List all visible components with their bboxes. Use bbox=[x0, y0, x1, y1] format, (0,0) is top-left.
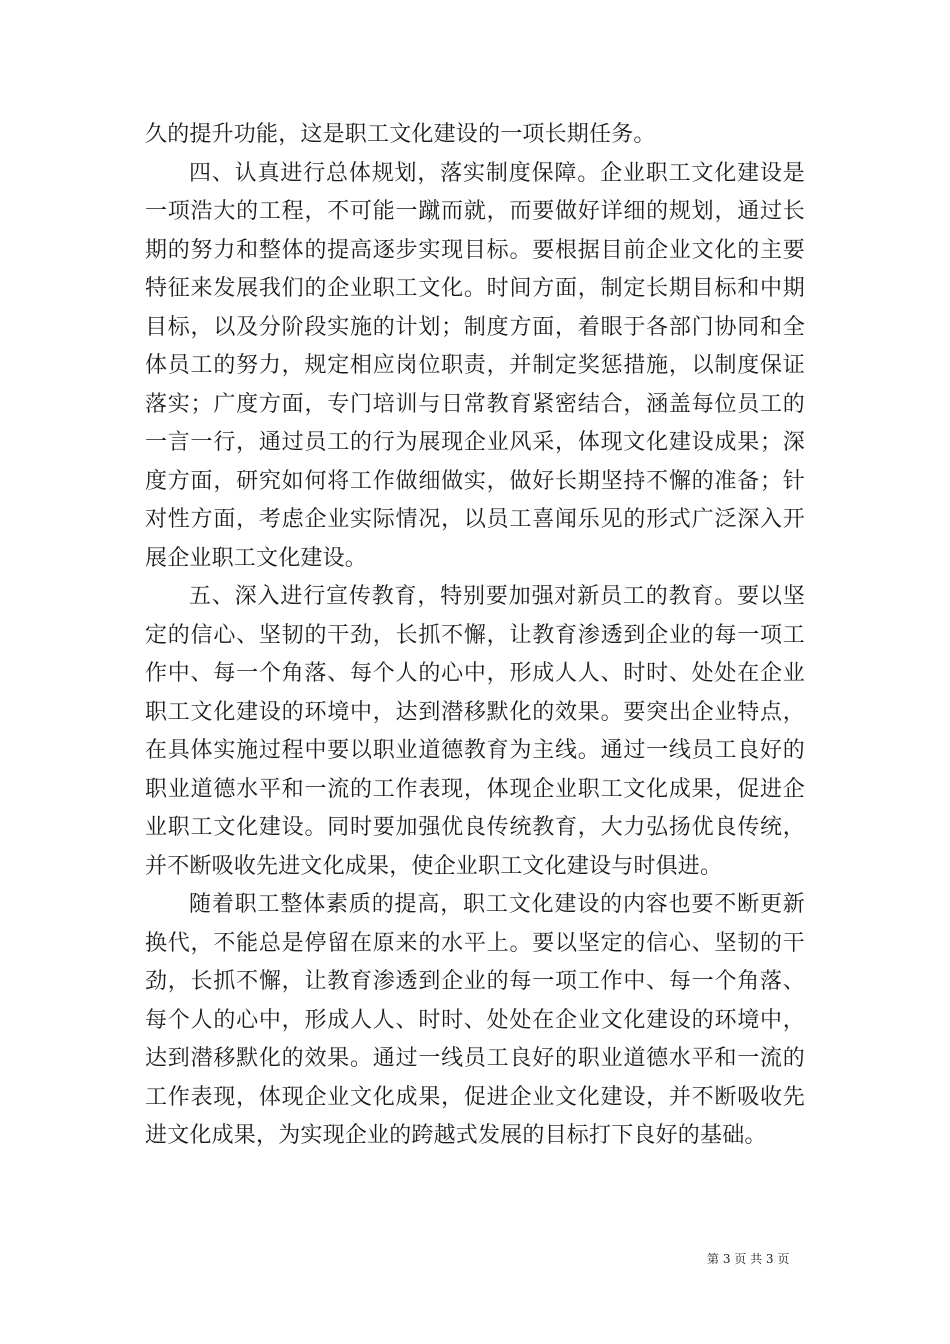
document-body bbox=[145, 116, 805, 1156]
paragraph-conclusion: 随着职工整体素质的提高，职工文化建设的内容也要不断更新换代，不能总是停留在原来的水平上。要以坚定的信心、坚韧的干劲，长抓不懈，让教育渗透到企业的每一项工作中、每一个角落、每个人的心中，形成人人、时时、处处在企业文化建设的环境中，达到潜移默化的效果。通过一线员工良好的职业道德水平和一流的工作表现，体现企业文化成果，促进企业文化建设，并不断吸收先进文化成果，为实现企业的跨越式发展的目标打下良好的基础。 bbox=[145, 892, 805, 1148]
paragraph-continuation: 久的提升功能，这是职工文化建设的一项长期任务。 bbox=[145, 122, 656, 147]
paragraph-section-five: 五、深入进行宣传教育，特别要加强对新员工的教育。要以坚定的信心、坚韧的干劲，长抓不懈，让教育渗透到企业的每一项工作中、每一个角落、每个人的心中，形成人人、时时、处处在企业职工文化建设的环境中，达到潜移默化的效果。要突出企业特点，在具体实施过程中要以职业道德教育为主线。通过一线员工良好的职业道德水平和一流的工作表现，体现企业职工文化成果，促进企业职工文化建设。同时要加强优良传统教育，大力弘扬优良传统，并不断吸收先进文化成果，使企业职工文化建设与时俱进。 bbox=[145, 584, 805, 879]
paragraph-section-four: 四、认真进行总体规划，落实制度保障。企业职工文化建设是一项浩大的工程，不可能一蹴而就，而要做好详细的规划，通过长期的努力和整体的提高逐步实现目标。要根据目前企业文化的主要特征来发展我们的企业职工文化。时间方面，制定长期目标和中期目标，以及分阶段实施的计划；制度方面，着眼于各部门协同和全体员工的努力，规定相应岗位职责，并制定奖惩措施，以制度保证落实；广度方面，专门培训与日常教育紧密结合，涵盖每位员工的一言一行，通过员工的行为展现企业风采，体现文化建设成果；深度方面，研究如何将工作做细做实，做好长期坚持不懈的准备；针对性方面，考虑企业实际情况，以员工喜闻乐见的形式广泛深入开展企业职工文化建设。 bbox=[145, 160, 805, 571]
page-number-footer: 第 3 页 共 3 页 bbox=[707, 1252, 790, 1266]
